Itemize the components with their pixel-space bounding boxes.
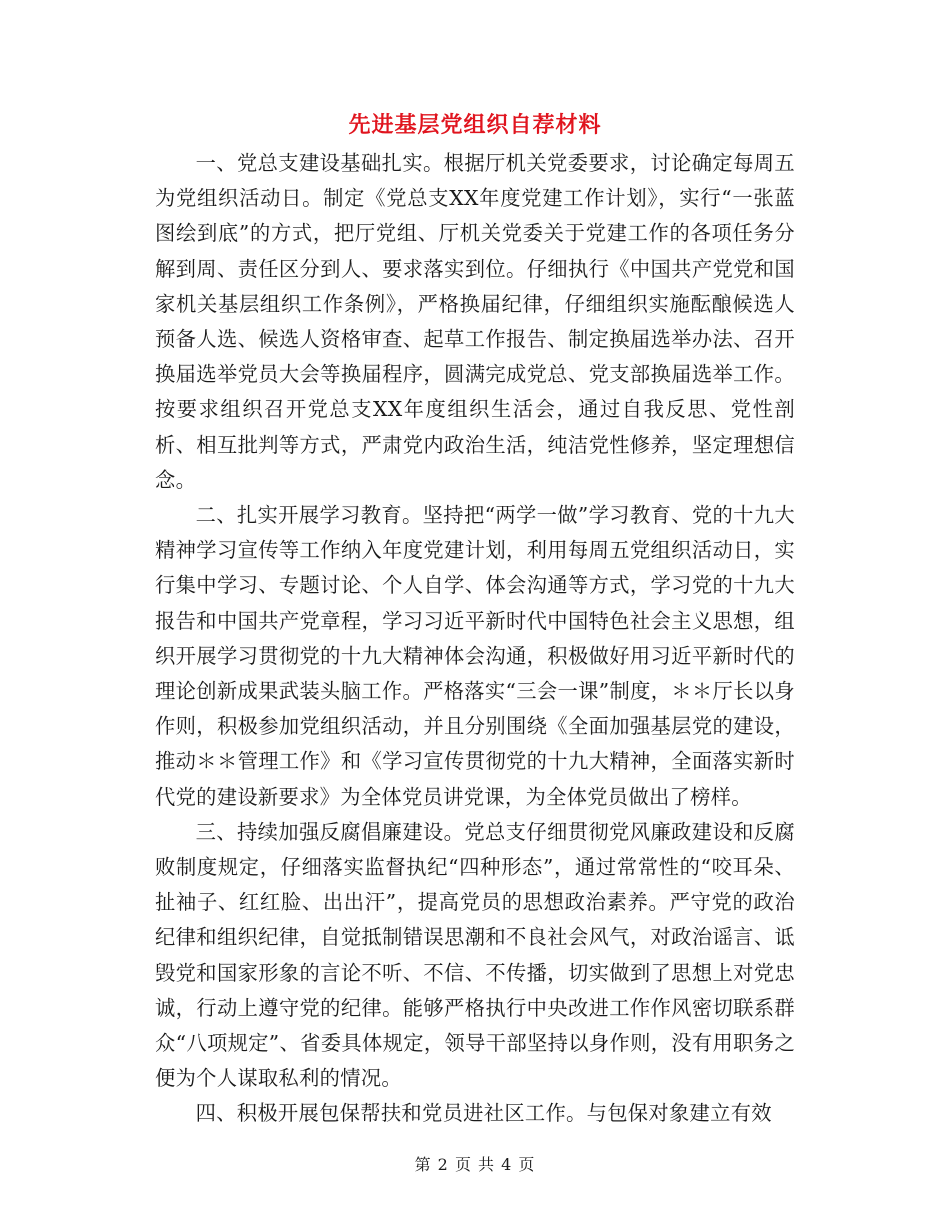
document-body [155,146,795,1132]
paragraph-party-branch: 一、党总支建设基础扎实。根据厅机关党委要求，讨论确定每周五为党组织活动日。制定《党总支XX年度党建工作计划》，实行“一张蓝图绘到底”的方式，把厅党组、厅机关党委关于党建工作的各项任务分解到周、责任区分到人、要求落实到位。仔细执行《中国共产党党和国家机关基层组织工作条例》，严格换届纪律，仔细组织实施酝酿候选人预备人选、候选人资格审查、起草工作报告、制定换届选举办法、召开换届选举党员大会等换届程序，圆满完成党总、党支部换届选举工作。按要求组织召开党总支XX年度组织生活会，通过自我反思、党性剖析、相互批判等方式，严肃党内政治生活，纯洁党性修养，坚定理想信念。 [155,151,795,492]
page-number-footer: 第 2 页 共 4 页 [414,1155,536,1174]
paragraph-anti-corruption: 三、持续加强反腐倡廉建设。党总支仔细贯彻党风廉政建设和反腐败制度规定，仔细落实监督执纪“四种形态”，通过常常性的“咬耳朵、扯袖子、红红脸、出出汗”，提高党员的思想政治素养。严守党的政治纪律和组织纪律，自觉抵制错误思潮和不良社会风气，对政治谣言、诋毁党和国家形象的言论不听、不信、不传播，切实做到了思想上对党忠诚，行动上遵守党的纪律。能够严格执行中央改进工作作风密切联系群众“八项规定”、省委具体规定，领导干部坚持以身作则，没有用职务之便为个人谋取私利的情况。 [155,819,795,1091]
document-title: 先进基层党组织自荐材料 [348,113,602,138]
paragraph-community-work: 四、积极开展包保帮扶和党员进社区工作。与包保对象建立有效 [195,1101,772,1126]
paragraph-study-education: 二、扎实开展学习教育。坚持把“两学一做”学习教育、党的十九大精神学习宣传等工作纳入年度党建计划，利用每周五党组织活动日，实行集中学习、专题讨论、个人自学、体会沟通等方式，学习党的十九大报告和中国共产党章程，学习习近平新时代中国特色社会主义思想，组织开展学习贯彻党的十九大精神体会沟通，积极做好用习近平新时代的理论创新成果武装头脑工作。严格落实“三会一课”制度，＊＊厅长以身作则，积极参加党组织活动，并且分别围绕《全面加强基层党的建设，推动＊＊管理工作》和《学习宣传贯彻党的十九大精神，全面落实新时代党的建设新要求》为全体党员讲党课，为全体党员做出了榜样。 [155,503,795,809]
